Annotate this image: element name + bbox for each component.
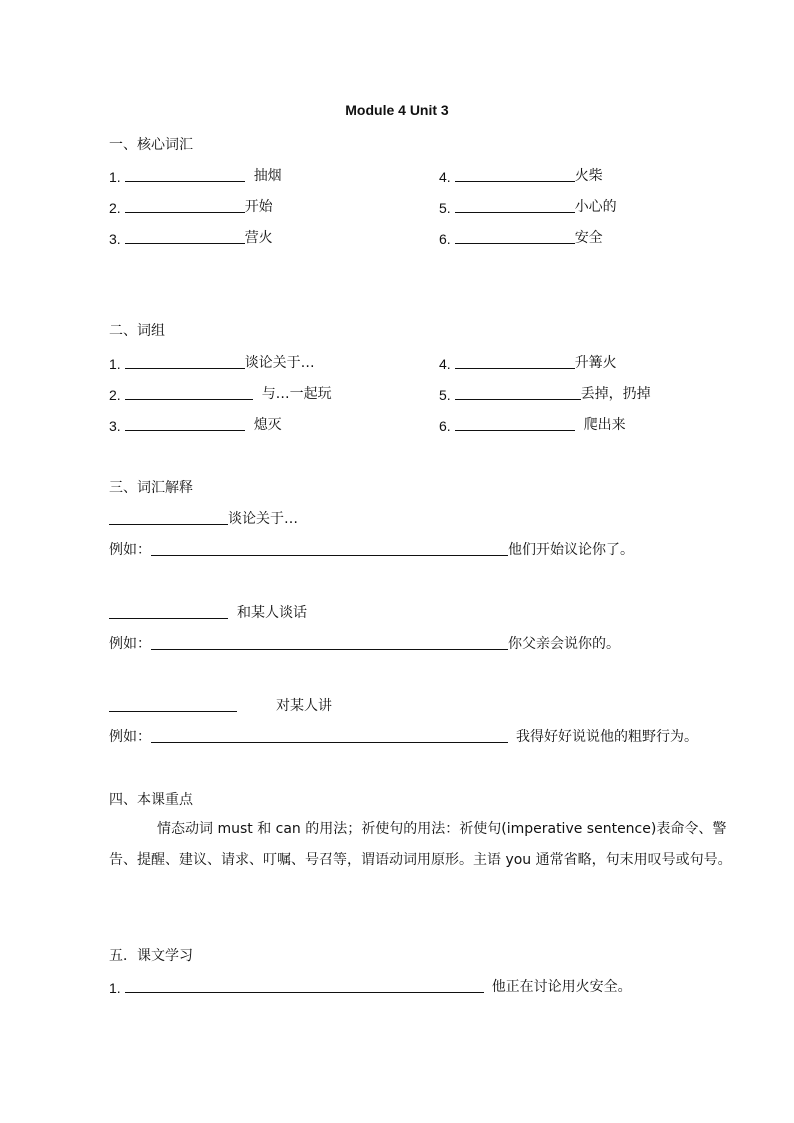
item-number: 1.	[109, 356, 121, 372]
explain-term-2	[109, 602, 307, 622]
item-number: 5.	[439, 387, 451, 403]
answer-blank[interactable]	[109, 604, 228, 619]
item-number: 6.	[439, 418, 451, 434]
item-number: 5.	[439, 200, 451, 216]
explain-example-3	[109, 726, 698, 746]
item-number: 4.	[439, 169, 451, 185]
answer-blank[interactable]	[125, 354, 245, 369]
vocab-item-6	[439, 227, 603, 247]
explain-term-1	[109, 508, 298, 528]
item-meaning: 火柴	[574, 168, 603, 184]
example-blank[interactable]	[151, 541, 508, 556]
item-meaning: 他正在讨论用火安全。	[491, 979, 632, 995]
answer-blank[interactable]	[455, 198, 575, 213]
item-meaning: 谈论关于…	[244, 355, 315, 371]
answer-blank[interactable]	[109, 510, 228, 525]
page-title: Module 4 Unit 3	[345, 102, 449, 118]
item-number: 1.	[109, 169, 121, 185]
section-vocab-heading: 一、核心词汇	[109, 137, 193, 153]
item-meaning: 抽烟	[253, 168, 282, 184]
text-study-item-1	[109, 976, 632, 996]
explain-example-2	[109, 633, 620, 653]
item-meaning: 开始	[244, 199, 273, 215]
item-meaning: 与…一起玩	[261, 386, 332, 402]
phrase-item-6	[439, 414, 626, 434]
answer-blank[interactable]	[455, 229, 575, 244]
answer-blank[interactable]	[455, 385, 581, 400]
item-meaning: 爬出来	[583, 417, 626, 433]
section-phrases-heading: 二、词组	[109, 323, 165, 339]
example-translation: 我得好好说说他的粗野行为。	[516, 729, 698, 745]
phrase-item-1	[109, 352, 315, 372]
item-number: 6.	[439, 231, 451, 247]
item-meaning: 丢掉，扔掉	[580, 386, 651, 402]
vocab-item-3	[109, 227, 273, 247]
item-meaning: 营火	[244, 230, 273, 246]
item-number: 3.	[109, 418, 121, 434]
phrase-item-5	[439, 383, 651, 403]
item-meaning: 熄灭	[253, 417, 282, 433]
section-focus-heading: 四、本课重点	[109, 792, 193, 808]
example-label: 例如：	[109, 636, 151, 652]
item-number: 3.	[109, 231, 121, 247]
item-number: 2.	[109, 387, 121, 403]
vocab-item-5	[439, 196, 617, 216]
answer-blank[interactable]	[125, 416, 245, 431]
answer-blank[interactable]	[109, 697, 237, 712]
item-meaning: 安全	[574, 230, 603, 246]
item-number: 1.	[109, 980, 121, 996]
vocab-item-2	[109, 196, 273, 216]
example-label: 例如：	[109, 729, 151, 745]
example-label: 例如：	[109, 542, 151, 558]
term-meaning: 和某人谈话	[237, 605, 307, 621]
term-meaning: 谈论关于…	[228, 511, 298, 527]
focus-paragraph: 情态动词 must 和 can 的用法；祈使句的用法：祈使句(imperative sentence)表命令、警告、提醒、建议、请求、叮嘱、号召等，谓语动词用原形。主语 you 通常省略，句末用叹号或句号。	[109, 821, 732, 868]
item-meaning: 小心的	[574, 199, 617, 215]
example-blank[interactable]	[151, 728, 508, 743]
item-meaning: 升篝火	[574, 355, 617, 371]
example-translation: 你父亲会说你的。	[508, 636, 620, 652]
explain-term-3	[109, 695, 332, 715]
section-text-study-heading: 五．课文学习	[109, 948, 193, 964]
answer-blank[interactable]	[455, 416, 575, 431]
answer-blank[interactable]	[455, 354, 575, 369]
phrase-item-3	[109, 414, 282, 434]
phrase-item-4	[439, 352, 617, 372]
example-translation: 他们开始议论你了。	[508, 542, 634, 558]
answer-blank[interactable]	[125, 978, 484, 993]
phrase-item-2	[109, 383, 332, 403]
answer-blank[interactable]	[125, 385, 253, 400]
answer-blank[interactable]	[455, 167, 575, 182]
answer-blank[interactable]	[125, 229, 245, 244]
section-explain-heading: 三、词汇解释	[109, 480, 193, 496]
item-number: 4.	[439, 356, 451, 372]
answer-blank[interactable]	[125, 198, 245, 213]
vocab-item-4	[439, 165, 603, 185]
item-number: 2.	[109, 200, 121, 216]
term-meaning: 对某人讲	[276, 698, 332, 714]
answer-blank[interactable]	[125, 167, 245, 182]
explain-example-1	[109, 539, 634, 559]
vocab-item-1	[109, 165, 282, 185]
example-blank[interactable]	[151, 635, 508, 650]
